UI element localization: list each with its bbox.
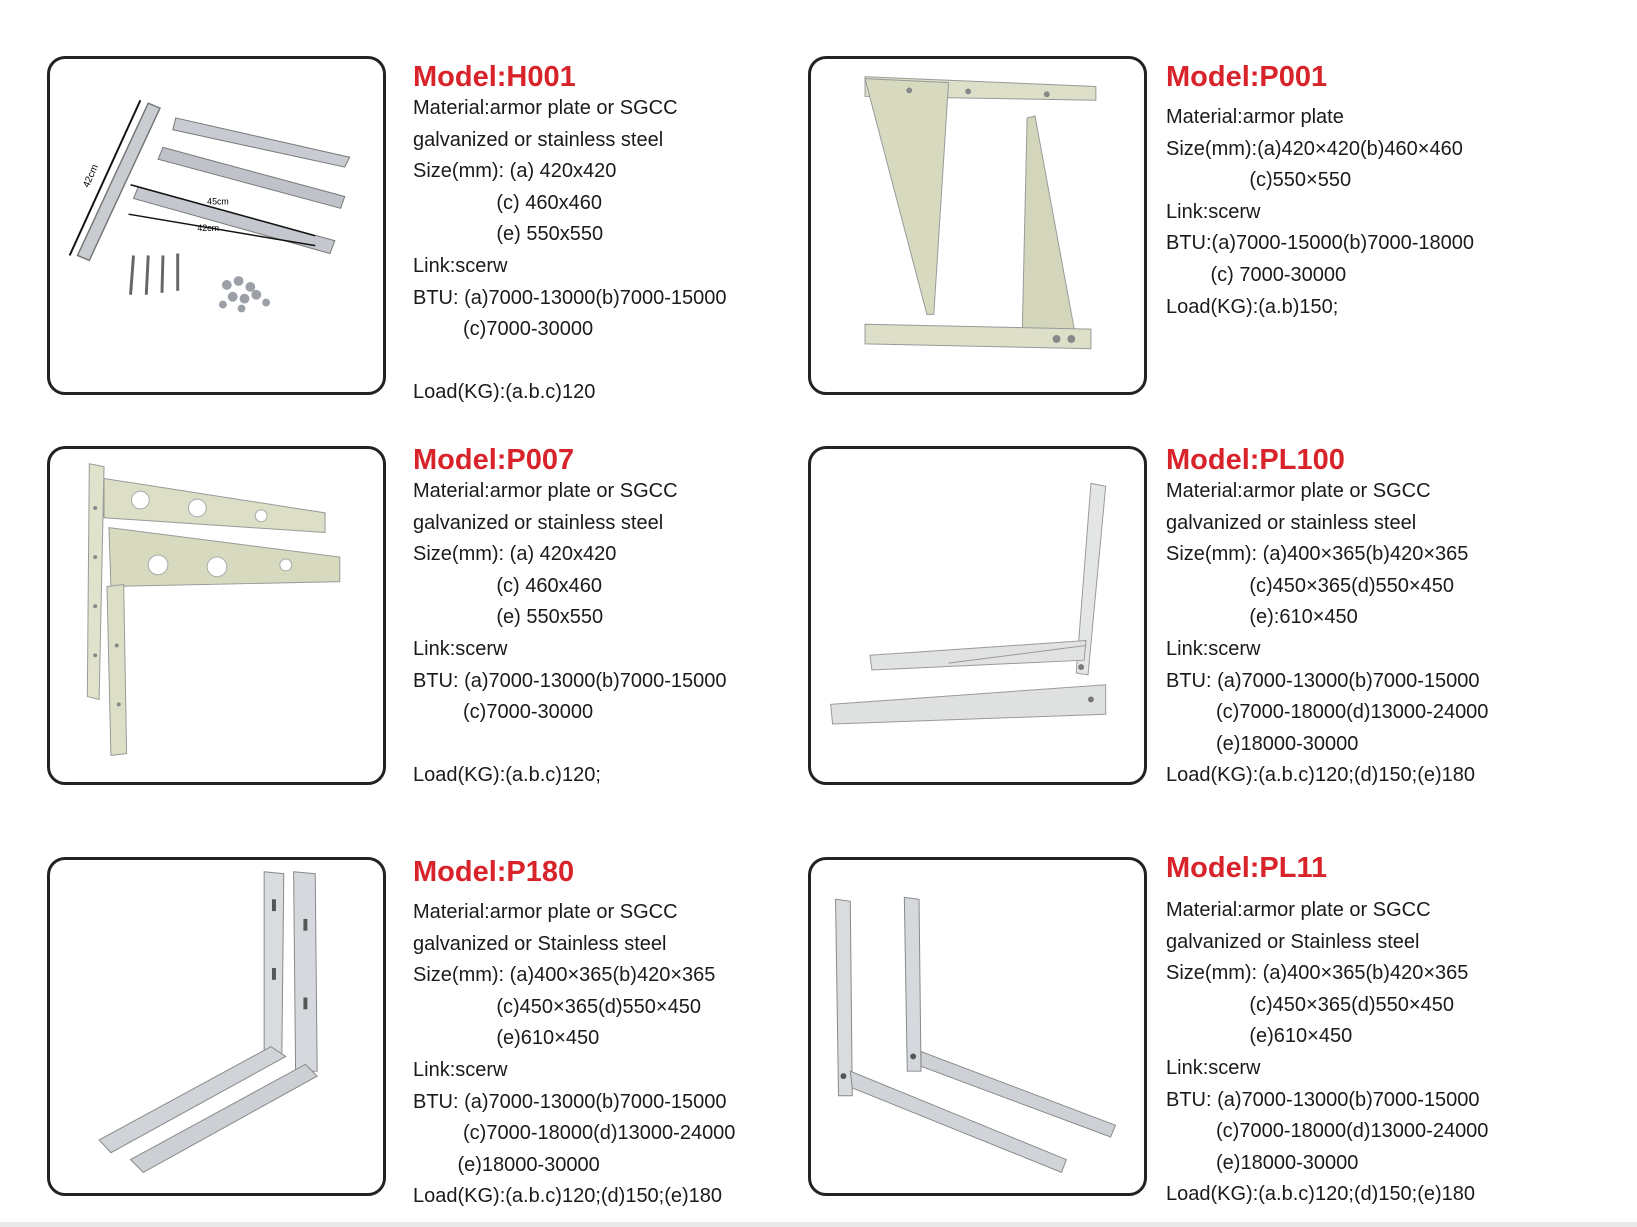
spec-line: Material:armor plate [1166, 106, 1344, 128]
model-title-pl100: Model:PL100 [1166, 444, 1345, 476]
model-title-h001: Model:H001 [413, 61, 576, 93]
bracket-p001-illustration [811, 59, 1144, 392]
product-image-h001 [47, 56, 386, 395]
spec-line: (e)18000-30000 [1166, 1151, 1359, 1174]
spec-line: (e)18000-30000 [413, 1153, 600, 1176]
spec-line: Link:scerw [413, 1058, 508, 1081]
spec-line: (c)450×365(d)550×450 [413, 995, 701, 1018]
spec-line: Size(mm): (a)400×365(b)420×365 [1166, 962, 1469, 985]
spec-line: Size(mm): (a)400×365(b)420×365 [1166, 543, 1469, 566]
product-info-pl11 [1166, 852, 1526, 1211]
spec-line: Link:scerw [413, 637, 508, 660]
spec-line: Size(mm): (a)400×365(b)420×365 [413, 964, 716, 987]
spec-line: Link:scerw [413, 254, 508, 277]
spec-line: (c) 7000-30000 [1166, 263, 1347, 286]
spec-line: galvanized or stainless steel [413, 128, 664, 151]
spec-line: (c)7000-30000 [413, 318, 594, 341]
spec-line: (e)18000-30000 [1166, 732, 1359, 755]
spec-line: Link:scerw [1166, 200, 1261, 223]
spec-line: BTU: (a)7000-13000(b)7000-15000 [413, 286, 727, 309]
spec-line: galvanized or stainless steel [413, 511, 664, 534]
spec-line: (c)7000-18000(d)13000-24000 [1166, 1120, 1489, 1143]
bracket-pl11-illustration [811, 860, 1144, 1193]
spec-line: Load(KG):(a.b.c)120 [413, 381, 596, 404]
spec-line: Load(KG):(a.b)150; [1166, 295, 1339, 318]
spec-line: Load(KG):(a.b.c)120;(d)150;(e)180 [1166, 1183, 1476, 1206]
spec-line: (c)7000-30000 [413, 701, 594, 724]
spec-line: (e)610×450 [1166, 1025, 1353, 1048]
dimension-label-h001-2: 45cm [207, 196, 229, 207]
product-image-pl11 [808, 857, 1147, 1196]
spec-line: (c)450×365(d)550×450 [1166, 574, 1454, 597]
spec-line: BTU: (a)7000-13000(b)7000-15000 [1166, 669, 1480, 692]
spec-line: Material:armor plate or SGCC [413, 901, 678, 923]
model-title-p180: Model:P180 [413, 856, 575, 888]
product-image-p180 [47, 857, 386, 1196]
product-info-p001 [1166, 61, 1526, 323]
spec-line: Load(KG):(a.b.c)120;(d)150;(e)180 [413, 1185, 723, 1208]
spec-line: Material:armor plate or SGCC [413, 480, 678, 502]
dimension-label-h001-3: 42cm [197, 222, 219, 233]
product-image-p007 [47, 446, 386, 785]
dimension-label-h001: 42cm [81, 162, 101, 190]
spec-line [413, 729, 773, 761]
page-bottom-strip [0, 1222, 1637, 1227]
product-info-p007 [413, 444, 773, 792]
spec-line: (c)550×550 [1166, 169, 1352, 192]
spec-line: BTU: (a)7000-13000(b)7000-15000 [413, 1090, 727, 1113]
spec-line: (e) 550x550 [413, 223, 604, 246]
spec-line: Load(KG):(a.b.c)120; [413, 764, 601, 787]
product-info-p180 [413, 856, 773, 1213]
bracket-pl100-illustration [811, 449, 1144, 782]
spec-line: Size(mm): (a) 420x420 [413, 543, 617, 566]
spec-line: Material:armor plate or SGCC [1166, 480, 1431, 502]
model-title-p001: Model:P001 [1166, 61, 1328, 93]
spec-line [413, 346, 773, 378]
spec-line: Size(mm):(a)420×420(b)460×460 [1166, 137, 1463, 160]
spec-line: galvanized or Stainless steel [1166, 930, 1420, 953]
spec-line: galvanized or Stainless steel [413, 932, 667, 955]
product-image-p001 [808, 56, 1147, 395]
spec-line: (c)7000-18000(d)13000-24000 [1166, 701, 1489, 724]
spec-line: BTU: (a)7000-13000(b)7000-15000 [1166, 1088, 1480, 1111]
spec-line: BTU: (a)7000-13000(b)7000-15000 [413, 669, 727, 692]
spec-line: (c) 460x460 [413, 574, 602, 597]
spec-line: Size(mm): (a) 420x420 [413, 160, 617, 183]
bracket-p180-illustration [50, 860, 383, 1193]
model-title-pl11: Model:PL11 [1166, 852, 1328, 884]
model-title-p007: Model:P007 [413, 444, 575, 476]
spec-line: Load(KG):(a.b.c)120;(d)150;(e)180 [1166, 764, 1476, 787]
spec-line: (c)7000-18000(d)13000-24000 [413, 1122, 736, 1145]
product-info-h001 [413, 61, 773, 409]
spec-line: (e) 550x550 [413, 606, 604, 629]
spec-line: galvanized or stainless steel [1166, 511, 1417, 534]
spec-line: Link:scerw [1166, 1056, 1261, 1079]
spec-line: Material:armor plate or SGCC [413, 97, 678, 119]
spec-line: Material:armor plate or SGCC [1166, 899, 1431, 921]
product-info-pl100 [1166, 444, 1526, 792]
bracket-h001-illustration [50, 59, 383, 392]
spec-line: (c)450×365(d)550×450 [1166, 993, 1454, 1016]
spec-line: Link:scerw [1166, 637, 1261, 660]
spec-line: (e)610×450 [413, 1027, 600, 1050]
spec-line: (c) 460x460 [413, 191, 602, 214]
bracket-p007-illustration [50, 449, 383, 782]
spec-line: (e):610×450 [1166, 606, 1358, 629]
product-image-pl100 [808, 446, 1147, 785]
spec-line: BTU:(a)7000-15000(b)7000-18000 [1166, 232, 1474, 255]
